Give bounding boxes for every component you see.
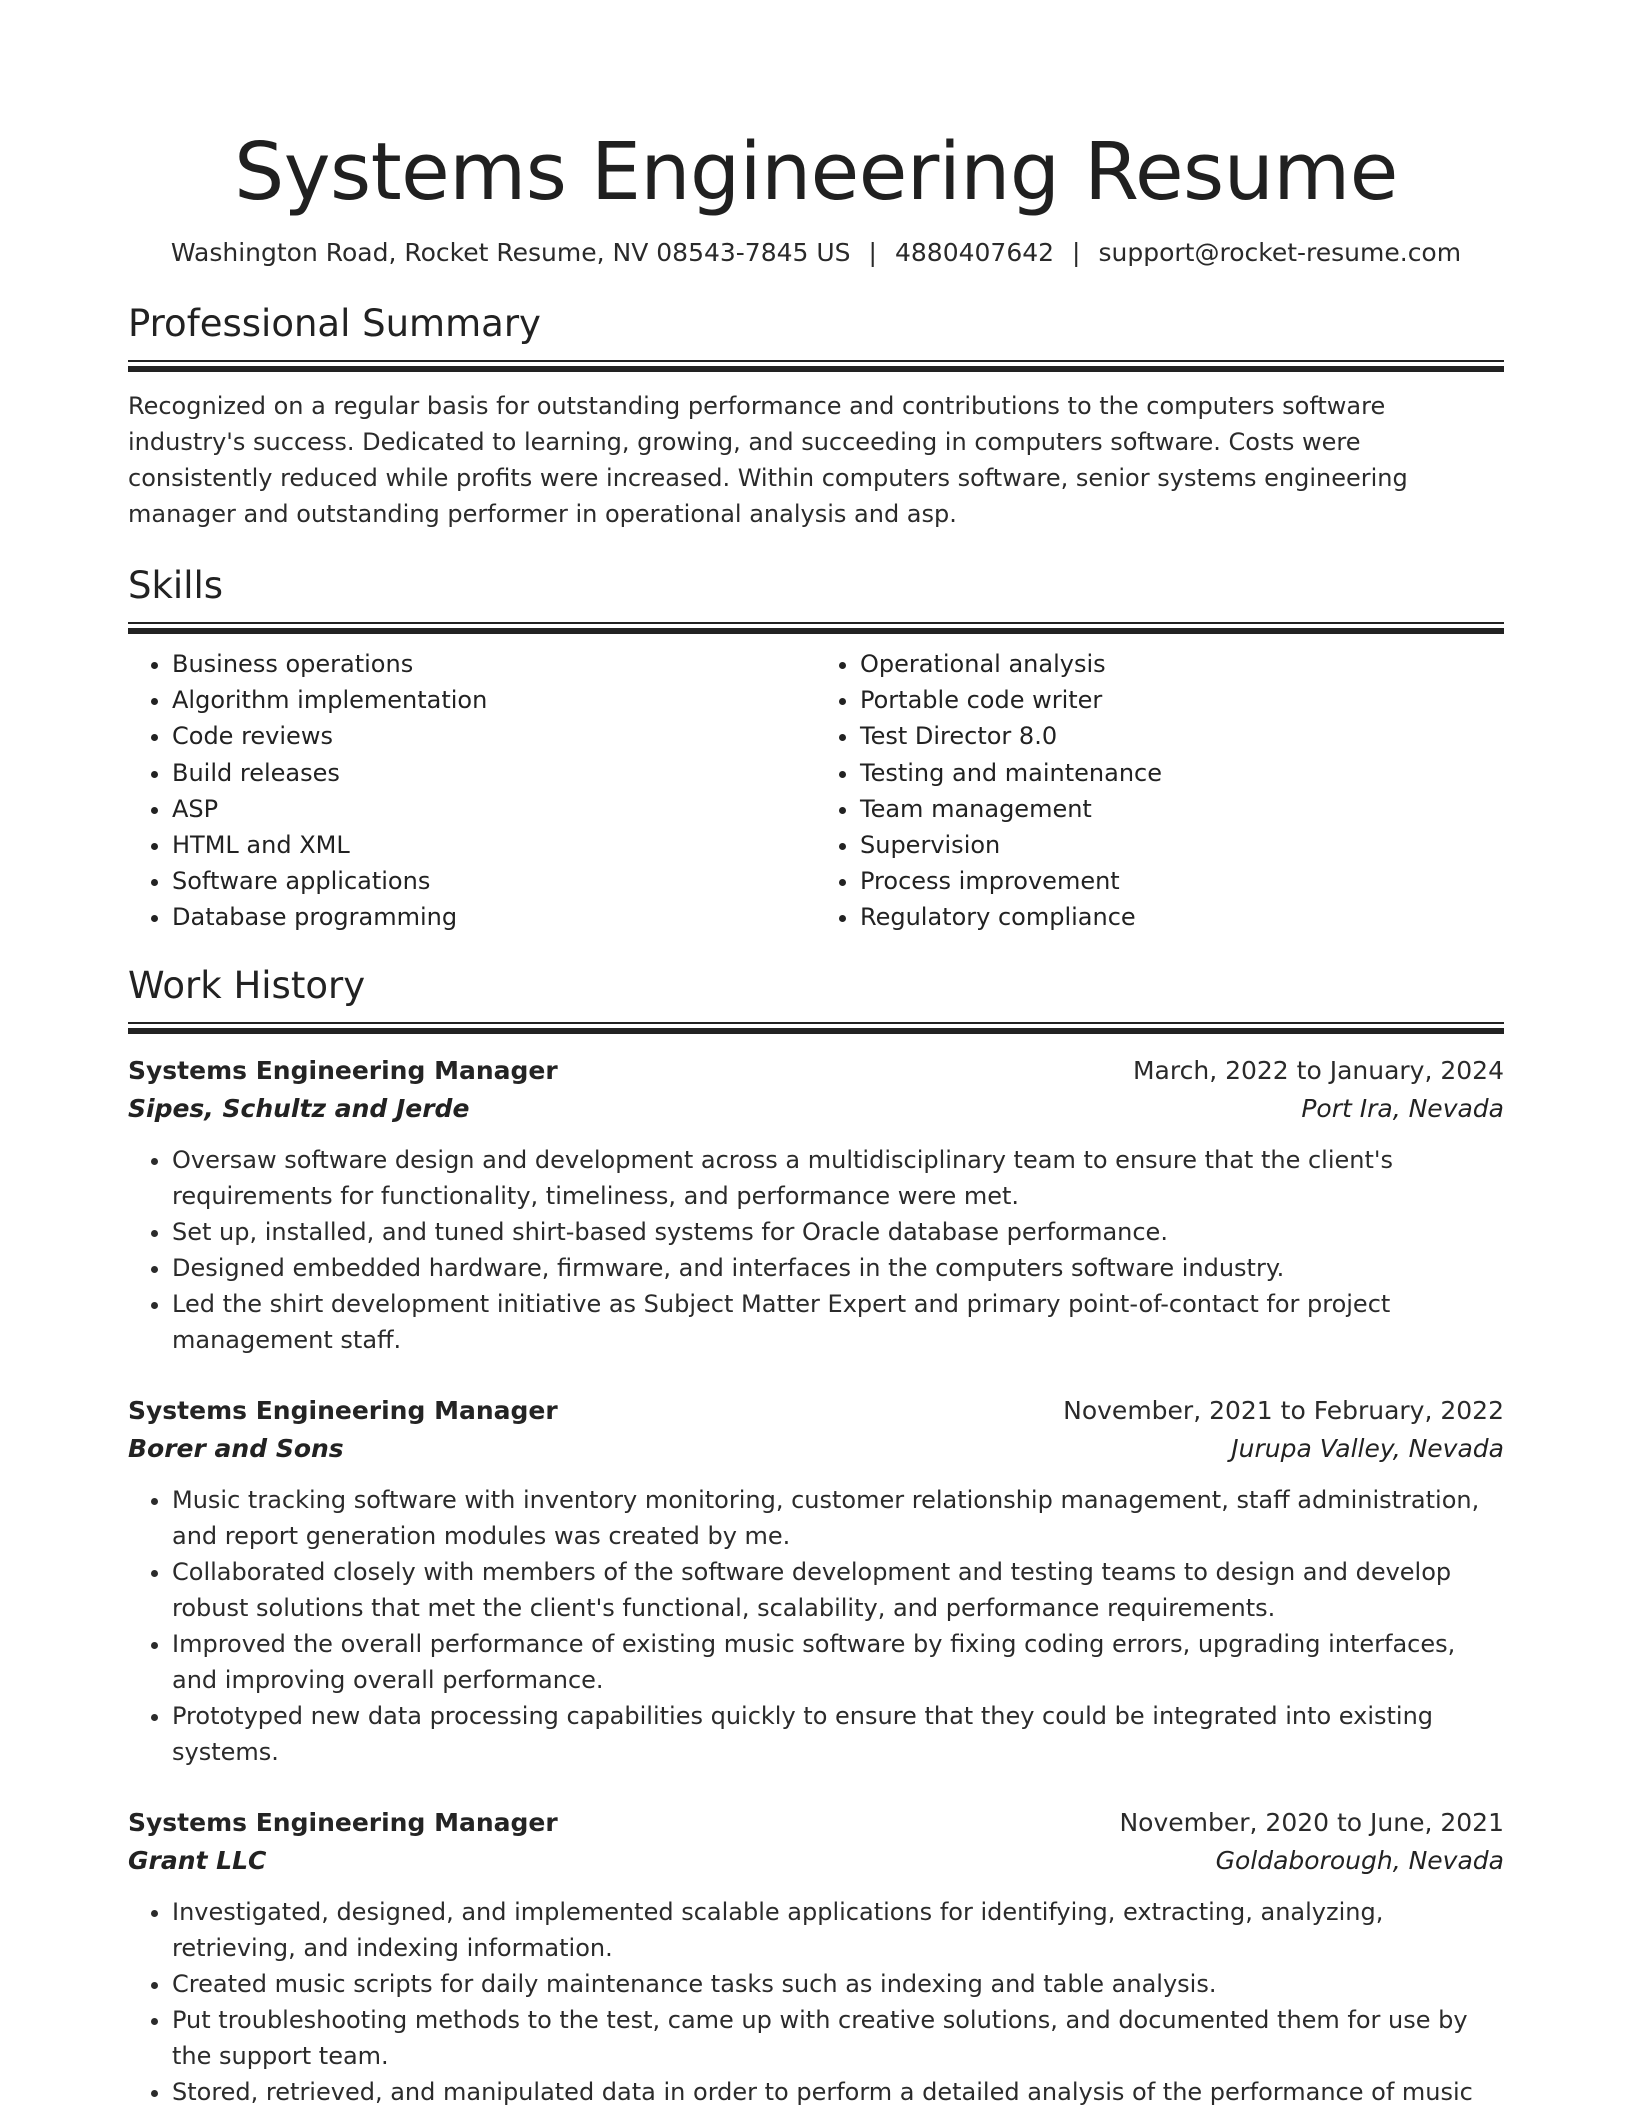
job-dates: November, 2020 to June, 2021 (1119, 1807, 1504, 1837)
job-location: Jurupa Valley, Nevada (1231, 1433, 1504, 1463)
job-bullet: • Created music scripts for daily maintenance tasks such as indexing and table analysis. (172, 1966, 1504, 2002)
job-dates: March, 2022 to January, 2024 (1132, 1055, 1504, 1085)
skill-item: • Operational analysis (860, 646, 1504, 682)
job-bullet: • Music tracking software with inventory monitoring, customer relationship management, staff administration, and report generation modules was created by me. (172, 1482, 1504, 1554)
skill-item: • Code reviews (172, 718, 816, 754)
job-company: Borer and Sons (128, 1433, 344, 1463)
job-bullet: • Led the shirt development initiative as Subject Matter Expert and primary point-of-contact for project management staff. (172, 1286, 1504, 1358)
contact-email[interactable]: support@rocket-resume.com (1098, 238, 1462, 267)
skills-list-right (816, 646, 1504, 936)
skills-section (128, 562, 1504, 936)
skill-item: • Database programming (172, 899, 816, 935)
contact-phone: 4880407642 (894, 238, 1055, 267)
section-heading-skills: Skills (128, 564, 224, 607)
skill-item: • Regulatory compliance (860, 899, 1504, 935)
resume-page (128, 0, 1504, 2110)
skill-item: • Team management (860, 791, 1504, 827)
job-bullet: • Prototyped new data processing capabilities quickly to ensure that they could be integrated into existing systems. (172, 1698, 1504, 1770)
section-divider (128, 360, 1504, 372)
job-company: Grant LLC (128, 1845, 267, 1875)
job-subheader (128, 1842, 1504, 1880)
section-divider (128, 622, 1504, 634)
section-heading-summary: Professional Summary (128, 302, 541, 345)
job-bullet: • Stored, retrieved, and manipulated data in order to perform a detailed analysis of the performance of music (172, 2074, 1504, 2110)
job-header (128, 1804, 1504, 1842)
resume-title: Systems Engineering Resume (234, 126, 1398, 218)
job-title: Systems Engineering Manager (128, 1055, 558, 1085)
job-subheader (128, 1430, 1504, 1468)
job-subheader (128, 1090, 1504, 1128)
job-bullets (128, 1894, 1504, 2110)
job-title: Systems Engineering Manager (128, 1395, 558, 1425)
skills-columns (128, 646, 1504, 936)
job-title: Systems Engineering Manager (128, 1807, 558, 1837)
job-bullet: • Collaborated closely with members of the software development and testing teams to design and develop robust solutions that met the client's functional, scalability, and performance requirements. (172, 1554, 1504, 1626)
skills-list-left (128, 646, 816, 936)
contact-separator: | (1072, 238, 1081, 267)
job-dates: November, 2021 to February, 2022 (1063, 1395, 1504, 1425)
skill-item: • Process improvement (860, 863, 1504, 899)
summary-text: Recognized on a regular basis for outstanding performance and contributions to the computers software industry's success. Dedicated to learning, growing, and succeeding in computers software. Costs were consistently reduced while profits were increased. Within computers software, senior systems engineering manager and outstanding performer in operational analysis and asp. (128, 392, 1408, 528)
job-bullet: • Put troubleshooting methods to the test, came up with creative solutions, and documented them for use by the support team. (172, 2002, 1504, 2074)
skill-item: • HTML and XML (172, 827, 816, 863)
skill-item: • Build releases (172, 755, 816, 791)
skill-item: • Business operations (172, 646, 816, 682)
job-entry (128, 1052, 1504, 1358)
contact-address: Washington Road, Rocket Resume, NV 08543-7845 US (170, 238, 851, 267)
job-header (128, 1052, 1504, 1090)
section-heading-work-history: Work History (128, 963, 366, 1007)
job-header (128, 1392, 1504, 1430)
skill-item: • Portable code writer (860, 682, 1504, 718)
skill-item: • Test Director 8.0 (860, 718, 1504, 754)
skill-item: • Software applications (172, 863, 816, 899)
job-location: Goldaborough, Nevada (1215, 1845, 1504, 1875)
skill-item: • Supervision (860, 827, 1504, 863)
contact-line (128, 236, 1504, 270)
summary-section (128, 300, 1504, 532)
skill-item: • Testing and maintenance (860, 755, 1504, 791)
job-bullet: • Investigated, designed, and implemented scalable applications for identifying, extracting, analyzing, retrieving, and indexing information. (172, 1894, 1504, 1966)
section-divider (128, 1022, 1504, 1034)
job-bullets (128, 1482, 1504, 1770)
job-bullet: • Oversaw software design and development across a multidisciplinary team to ensure that the client's requirements for functionality, timeliness, and performance were met. (172, 1142, 1504, 1214)
job-company: Sipes, Schultz and Jerde (128, 1093, 470, 1123)
job-bullet: • Designed embedded hardware, firmware, and interfaces in the computers software industry. (172, 1250, 1504, 1286)
contact-separator: | (868, 238, 877, 267)
skill-item: • Algorithm implementation (172, 682, 816, 718)
job-entry (128, 1804, 1504, 2110)
job-location: Port Ira, Nevada (1301, 1093, 1504, 1123)
job-bullets (128, 1142, 1504, 1358)
skill-item: • ASP (172, 791, 816, 827)
work-history-section (128, 962, 1504, 2110)
job-bullet: • Improved the overall performance of existing music software by fixing coding errors, upgrading interfaces, and improving overall performance. (172, 1626, 1504, 1698)
job-bullet: • Set up, installed, and tuned shirt-based systems for Oracle database performance. (172, 1214, 1504, 1250)
job-entry (128, 1392, 1504, 1770)
